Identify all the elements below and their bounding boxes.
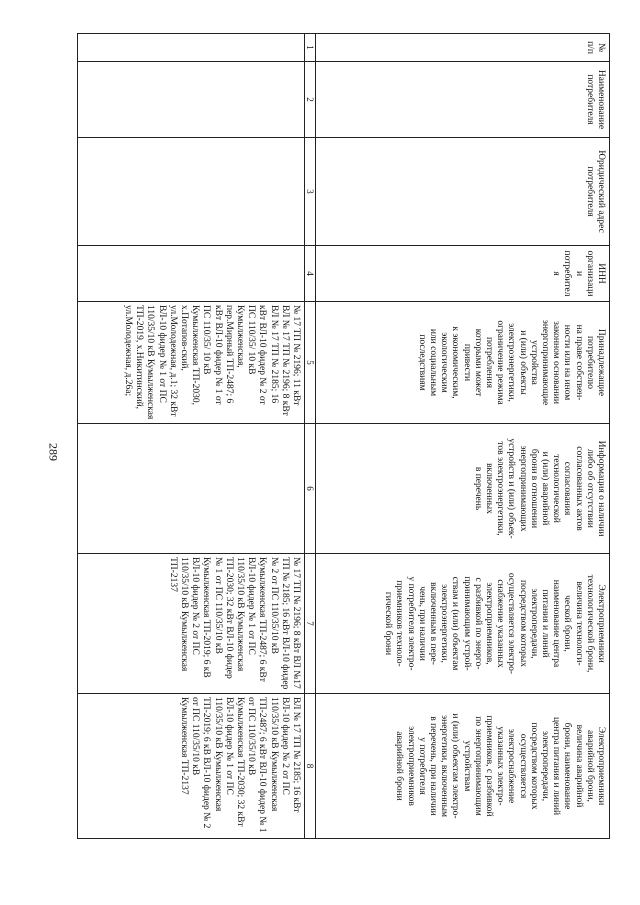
table-row [78, 34, 305, 839]
cell-reserve-acts [78, 424, 305, 554]
rotated-table-container [52, 33, 610, 838]
cell-number [78, 34, 305, 62]
column-number-row [305, 34, 316, 839]
cell-legal-address [78, 138, 305, 246]
column-number: 3 [305, 138, 316, 246]
header-cell-consumer-name: Наименование потребителя [316, 62, 610, 138]
column-number: 7 [305, 554, 316, 694]
column-number: 5 [305, 302, 316, 424]
column-number: 8 [305, 694, 316, 839]
cell-emergency-reserve: ВЛ № 17 ТП № 2185; 16 кВт ВЛ-10 фидер № 2 от ПС 110/35/10 кВ Кумылженская ТП-2487; 6 кВт ВЛ-10 фидер № 1 от ПС 110/35/10 кВ Кумылженская ТП-2030; 32 кВт ВЛ-10 фидер № 1 от ПС 110/35/10 кВ Кумылженская ТП-2019; 6 кВ ВЛ-10 фидер № 2 от ПС 110/35/10 кВ Кумылженская ТП-2137 [78, 694, 305, 839]
page-number: 289 [46, 443, 61, 461]
header-cell-inn: ИНН организации потребителя [316, 246, 610, 302]
cell-power-devices: № 17 ТП № 2196; 11 кВт ВЛ № 17 ТП № 2196; 8 кВт ВЛ № 17 ТП № 2185; 16 кВт ВЛ-10 фидер № 2 от ПС 110/35/ 10 кВ Кумылженская, пер.Мирный ТП-2487; 6 кВт ВЛ-10 фидер № 1 от ПС 110/35/ 10 кВ Кумылженская ТП-2030, х.Потапов-ский, ул.Молодежная, д.1; 32 кВт ВЛ-10 фидер № 1 от ПС 110/35/10 кВ Кумылженская ТП-2019, х.Никитинский, ул.Молодежная, д.26а; [78, 302, 305, 424]
column-number: 1 [305, 34, 316, 62]
header-cell-reserve-acts: Информация о наличии либо об отсутствии согласованных актов согласования технологической и (или) аварийной брони в отношении энергопринимающих устройств и (или) объек- тов электроэнергетики, включенных в перечень [316, 424, 610, 554]
cell-inn [78, 246, 305, 302]
header-row [316, 34, 610, 839]
cell-technological-reserve: № 17 ТП № 2196; 8 кВт ВЛ №17 ТП № 2185; 16 кВт ВЛ-10 фидер № 2 от ПС 110/35/10 кВ Кумылженская ТП-2487; 6 кВт ВЛ-10 фидер № 1 от ПС 110/35/10 кВ Кумылженская ТП-2030; 32 кВт ВЛ-10 фидер № 1 от ПС 110/35/10 кВ Кумылженская ТП-2019; 6 кВ ВЛ-10 фидер № 2 от ПС 110/35/10 кВ Кумылженская ТП-2137 [78, 554, 305, 694]
column-number: 6 [305, 424, 316, 554]
header-cell-number: № п/п [316, 34, 610, 62]
consumer-table [77, 33, 610, 839]
cell-consumer-name [78, 62, 305, 138]
header-cell-power-devices: Принадлежащие потребителю на праве собствен- ности или на ином законном основании энергопринимающие устройства и (или) объекты электроэнергетики, ограничение режима потребления которыми может привести к экономическим, экологическим или социальным последствиям [316, 302, 610, 424]
column-number: 2 [305, 62, 316, 138]
header-cell-legal-address: Юридический адрес потребителя [316, 138, 610, 246]
header-cell-technological-reserve: Электроприемники технологической брони, величина технологи- ческой брони, наименование центра питания и линий электропередачи, посредством которых осуществляется электро- снабжение указанных электроприемников, с разбивкой по энерго- принимающим устрой- ствам и (или) объектам электроэнергетики, включенным в пере- чень, при наличии у потребителя электро- приемников техноло- гической брони [316, 554, 610, 694]
column-number: 4 [305, 246, 316, 302]
header-cell-emergency-reserve: Электроприемники аварийной брони, величина аварийной брони, наименование центра питания и линий электропередачи, посредством которых осуществляется электроснабжение указанных электро- приемников, с разбивкой по энергопринимающим устройствам и (или) объектам электро- энергетики, включенным в перечень, при наличии у потребителя электроприемников аварийной брони [316, 694, 610, 839]
